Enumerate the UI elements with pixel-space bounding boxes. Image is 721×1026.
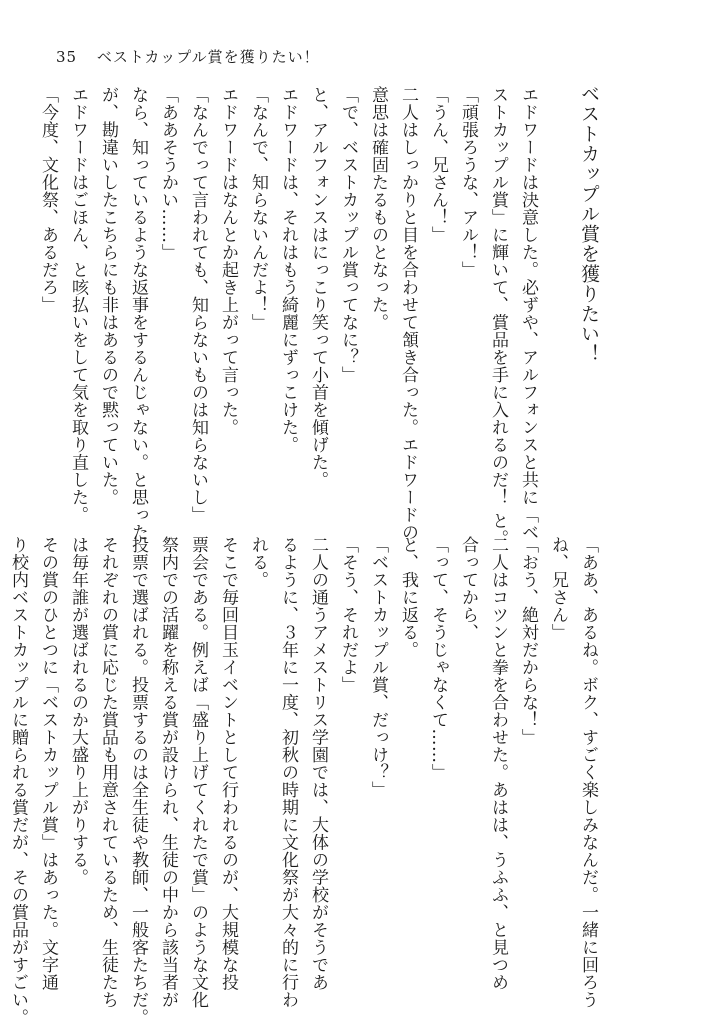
text-line: るように、３年に一度、初秋の時期に文化祭が大々的に行わ [278,536,298,1009]
text-line: エドワードはなんとか起き上がって言った。 [218,86,238,436]
text-line: 「ああそうかい……」 [158,86,178,261]
running-title: ベストカップル賞を獲りたい！ [96,48,320,66]
text-line: と、アルフォンスはにっこり笑って小首を傾げた。 [308,86,328,489]
chapter-title: ベストカップル賞を獲りたい！ [578,84,600,364]
text-line: り校内ベストカップルに贈られる賞だが、その賞品がすごい。 [8,536,28,1026]
bottom-text-block [3,536,603,1026]
text-line: その賞のひとつに「ベストカップル賞」はあった。文字通 [38,536,58,991]
text-line: れる。 [248,536,268,589]
text-line: 「今度、文化祭、あるだろ」 [38,86,58,314]
text-line: なら、知っているような返事をするんじゃない。と思った [128,86,148,541]
text-line: 「おう、絶対だからな！」 [518,536,538,746]
top-text-block [33,86,543,547]
page-number: 35 [56,48,78,66]
text-line: 「って、そうじゃなくて……」 [428,536,448,781]
text-line: 「ベストカップル賞、だっけ？」 [368,536,388,799]
text-line: 合ってから、 [458,536,478,641]
text-line: 二人はコツンと拳を合わせた。あはは、うふふ、と見つめ [488,536,508,991]
text-line: ね、兄さん」 [548,536,568,641]
text-line: 「頑張ろうな、アル！」 [458,86,478,279]
text-line: と、我に返る。 [398,536,418,659]
text-line: 祭内での活躍を称える賞が設けられ、生徒の中から該当者が [158,536,178,1009]
page-header [56,46,320,67]
text-line: は毎年誰が選ばれるのか大盛り上がりする。 [68,536,88,886]
text-line: 意思は確固たるものとなった。 [368,86,388,331]
text-line: 票会である。例えば「盛り上げてくれたで賞」のような文化 [188,536,208,1009]
text-line: 二人の通うアメストリス学園では、大体の学校がそうであ [308,536,328,991]
text-line: 二人はしっかりと目を合わせて頷き合った。エドワードの [398,86,418,541]
text-line: 投票で選ばれる。投票するのは全生徒や教師、一般客たちだ。 [128,536,148,1026]
text-line: 「で、ベストカップル賞ってなに？」 [338,86,358,384]
text-line: エドワードはごほん、と咳払いをして気を取り直した。 [68,86,88,524]
text-line: 「ああ、あるね。ボク、すごく楽しみなんだ。一緒に回ろう [578,536,598,1009]
text-line: 「なんでって言われても、知らないものは知らないし」 [188,86,208,524]
text-line: それぞれの賞に応じた賞品も用意されているため、生徒たち [98,536,118,1009]
text-line: ストカップル賞」に輝いて、賞品を手に入れるのだ！ と。 [488,86,508,547]
text-line: 「うん、兄さん！」 [428,86,448,244]
text-line: が、勘違いしたこちらにも非はあるので黙っていた。 [98,86,118,506]
text-line: そこで毎回目玉イベントとして行われるのが、大規模な投 [218,536,238,991]
text-line: 「なんで、知らないんだよ！」 [248,86,268,331]
text-line: エドワードは決意した。必ずや、アルフォンスと共に「ベ [518,86,538,541]
text-line: 「そう、それだよ」 [338,536,358,694]
text-line: エドワードは、それはもう綺麗にずっこけた。 [278,86,298,454]
